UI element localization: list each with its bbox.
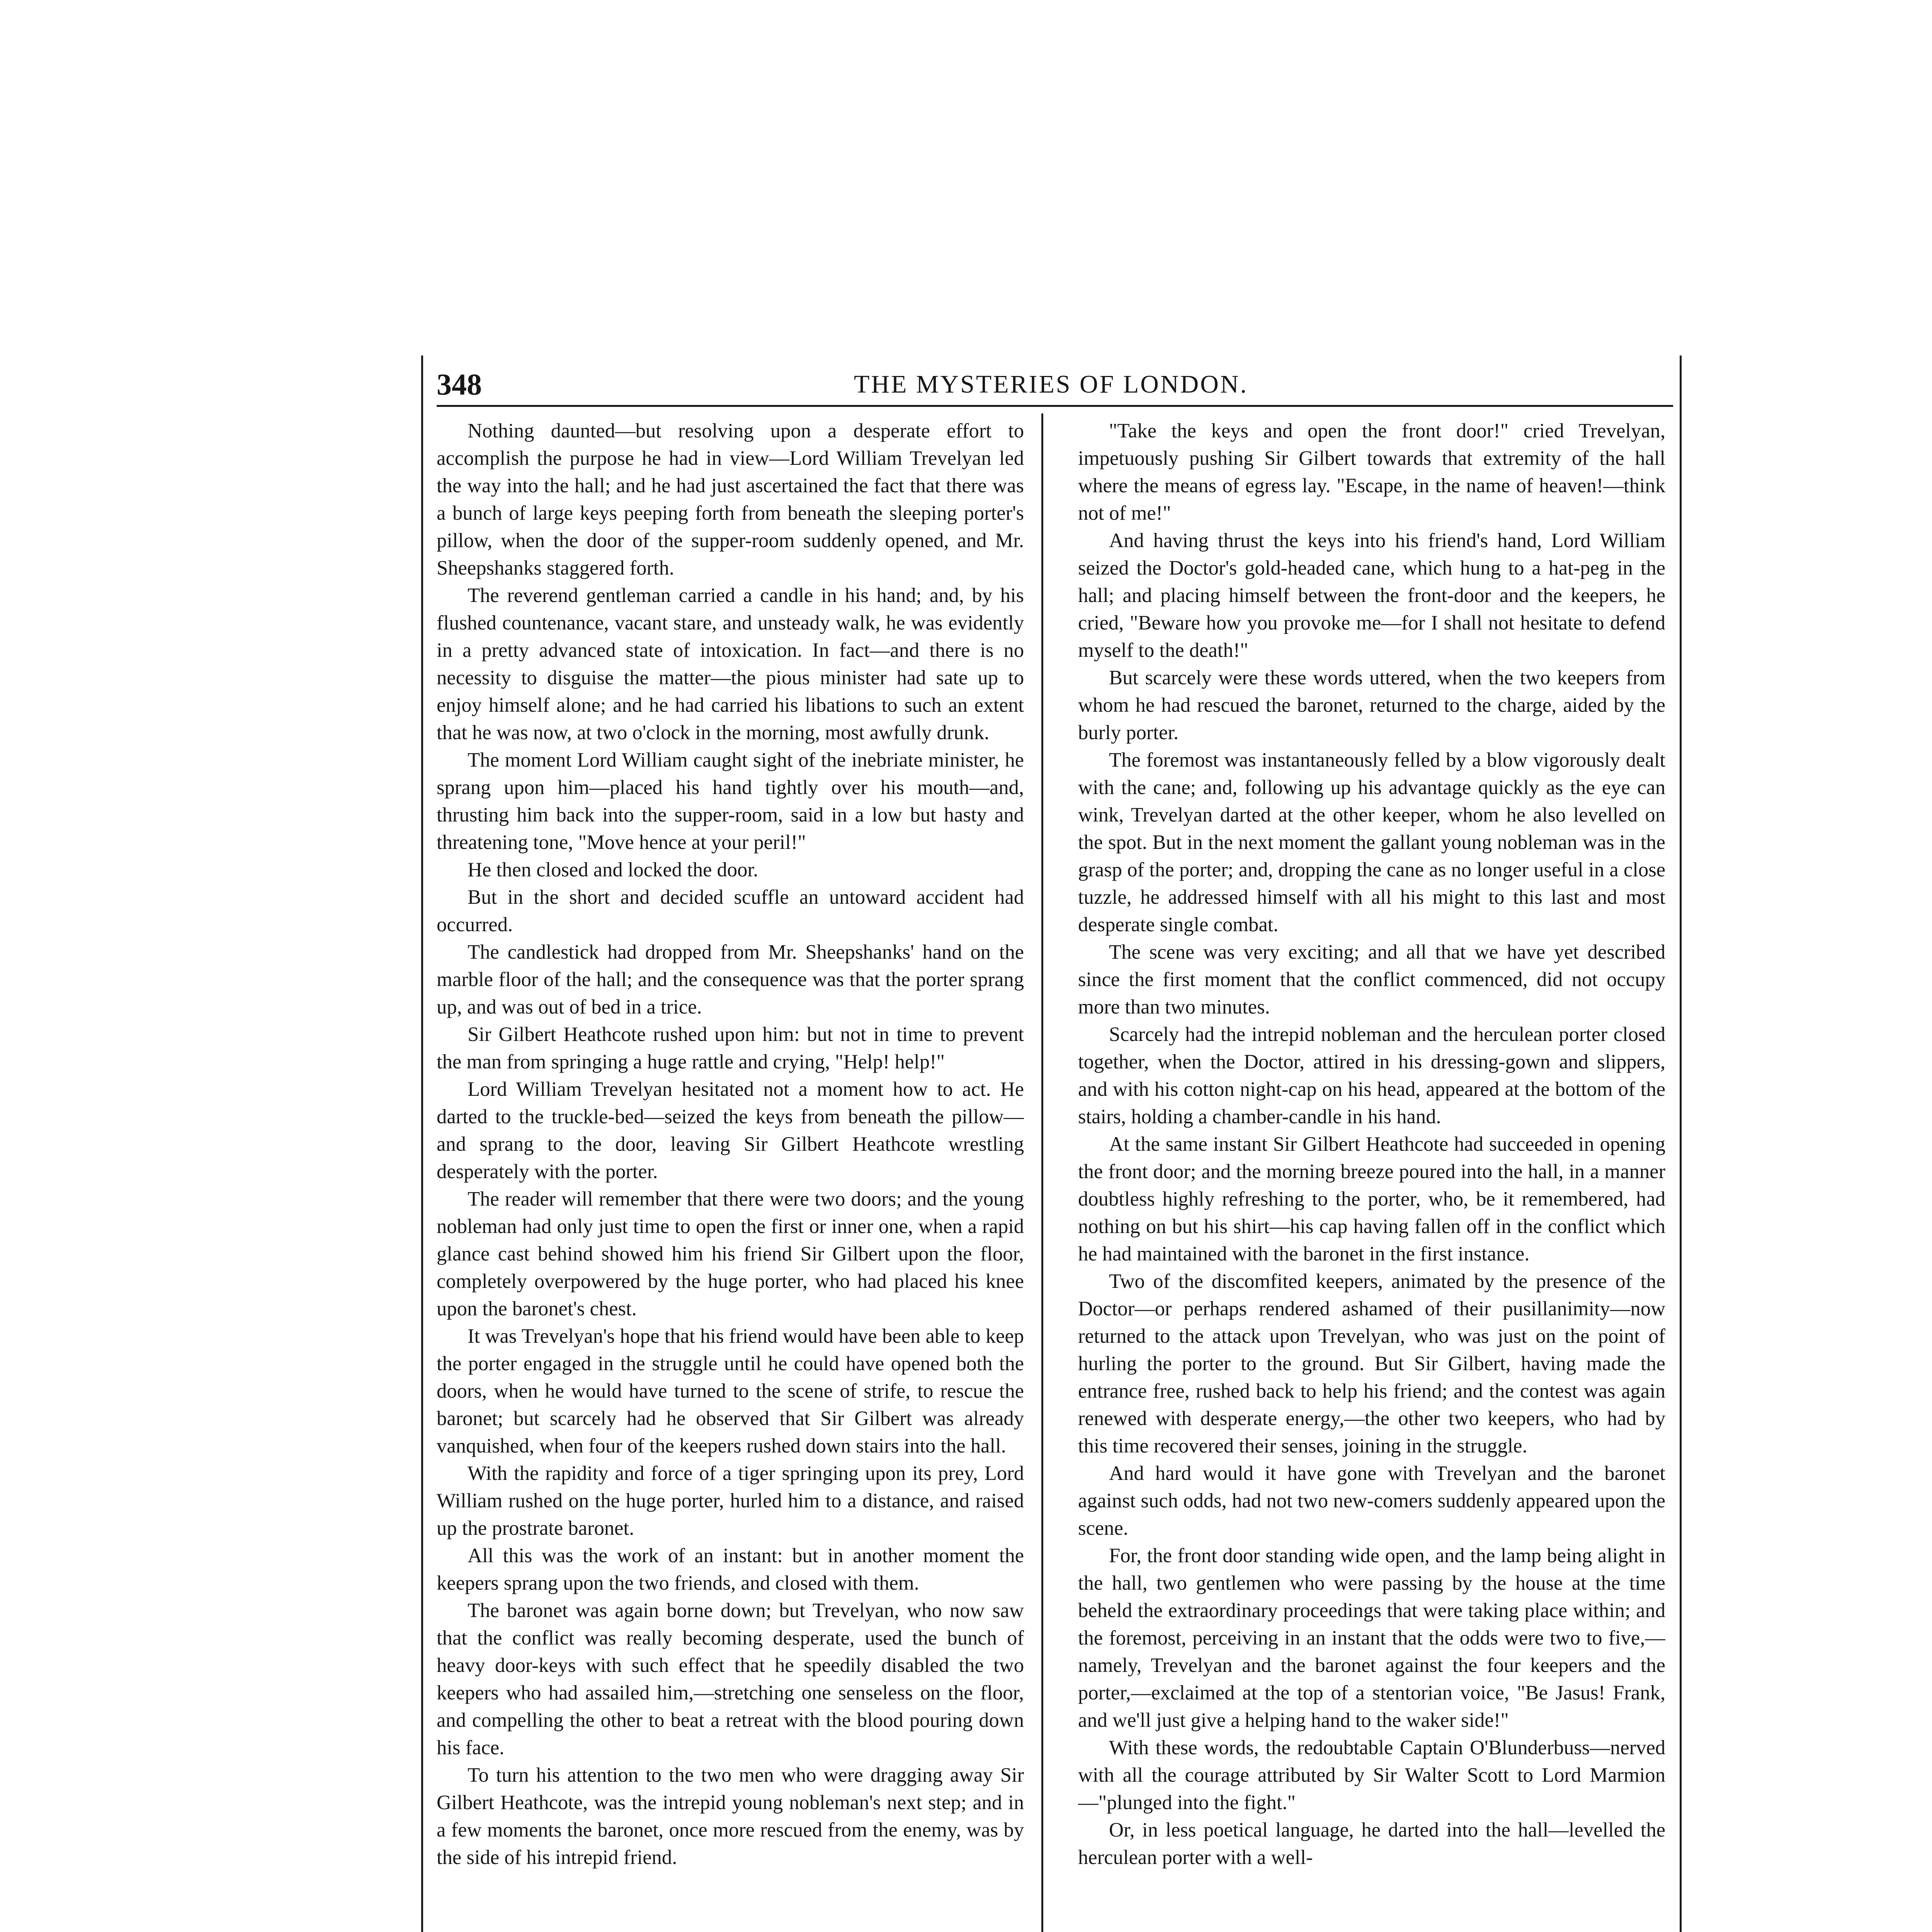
paragraph: Or, in less poetical language, he darted into the hall—levelled the herculean porter with a well- xyxy=(1078,1819,1665,1869)
paragraph: With these words, the redoubtable Captain O'Blunderbuss—nerved with all the courage attributed by Sir Walter Scott to Lord Marmion—"plunged into the fight." xyxy=(1078,1736,1665,1814)
paragraph: Lord William Trevelyan hesitated not a moment how to act. He darted to the truckle-bed—seized the keys from beneath the pillow—and sprang to the door, leaving Sir Gilbert Heathcote wrestling desperately with the porter. xyxy=(437,1078,1024,1183)
right-border-rule xyxy=(1680,355,1682,1932)
running-title: THE MYSTERIES OF LONDON. xyxy=(854,370,1248,398)
paragraph: At the same instant Sir Gilbert Heathcote had succeeded in opening the front door; and the morning breeze poured into the hall, in a manner doubtless highly refreshing to the porter, who, be it remembered, had nothing on but his shirt—his cap having fallen off in the conflict which he had maintained with the baronet in the first instance. xyxy=(1078,1133,1665,1265)
left-text-column xyxy=(437,417,1024,1932)
paragraph: Scarcely had the intrepid nobleman and the herculean porter closed together, when the Doctor, attired in his dressing-gown and slippers, and with his cotton night-cap on his head, appeared at the bottom of the stairs, holding a chamber-candle in his hand. xyxy=(1078,1023,1665,1128)
paragraph: But scarcely were these words uttered, when the two keepers from whom he had rescued the baronet, returned to the charge, aided by the burly porter. xyxy=(1078,667,1665,744)
paragraph: The reverend gentleman carried a candle in his hand; and, by his flushed countenance, vacant stare, and unsteady walk, he was evidently in a pretty advanced state of intoxication. In fact—and there is no necessity to disguise the matter—the pious minister had sate up to enjoy himself alone; and he had carried his libations to such an extent that he was now, at two o'clock in the morning, most awfully drunk. xyxy=(437,584,1024,744)
paragraph: And having thrust the keys into his friend's hand, Lord William seized the Doctor's gold-headed cane, which hung to a hat-peg in the hall; and placing himself between the front-door and the keepers, he cried, "Beware how you provoke me—for I shall not hesitate to defend myself to the death!" xyxy=(1078,529,1665,662)
page-frame xyxy=(421,355,1682,1932)
header-rule xyxy=(437,405,1673,407)
paragraph: He then closed and locked the door. xyxy=(468,859,759,881)
paragraph: It was Trevelyan's hope that his friend would have been able to keep the porter engaged in the struggle until he could have opened both the doors, when he would have turned to the scene of strife, to rescue the baronet; but scarcely had he observed that Sir Gilbert was already vanquished, when four of the keepers rushed down stairs into the hall. xyxy=(437,1325,1024,1457)
paragraph: Sir Gilbert Heathcote rushed upon him: but not in time to prevent the man from springing a huge rattle and crying, "Help! help!" xyxy=(437,1023,1024,1073)
paragraph: The baronet was again borne down; but Trevelyan, who now saw that the conflict was really becoming desperate, used the bunch of heavy door-keys with such effect that he speedily disabled the two keepers who had assailed him,—stretching one senseless on the floor, and compelling the other to beat a retreat with the blood pouring down his face. xyxy=(437,1599,1024,1759)
left-border-rule xyxy=(421,355,423,1932)
paragraph: But in the short and decided scuffle an untoward accident had occurred. xyxy=(437,886,1024,936)
paragraph: Nothing daunted—but resolving upon a desperate effort to accomplish the purpose he had in view—Lord William Trevelyan led the way into the hall; and he had just ascertained the fact that there was a bunch of large keys peeping forth from beneath the sleeping porter's pillow, when the door of the supper-room suddenly opened, and Mr. Sheepshanks staggered forth. xyxy=(437,420,1024,579)
page-number: 348 xyxy=(437,367,482,401)
paragraph: For, the front door standing wide open, and the lamp being alight in the hall, two gentlemen who were passing by the house at the time beheld the extraordinary proceedings that were taking place within; and the foremost, perceiving in an instant that the odds were two to five,—namely, Trevelyan and the baronet against the four keepers and the porter,—exclaimed at the top of a stentorian voice, "Be Jasus! Frank, and we'll just give a helping hand to the waker side!" xyxy=(1078,1544,1665,1731)
paragraph: "Take the keys and open the front door!" cried Trevelyan, impetuously pushing Sir Gilbert towards that extremity of the hall where the means of egress lay. "Escape, in the name of heaven!—think not of me!" xyxy=(1078,420,1665,524)
paragraph: The moment Lord William caught sight of the inebriate minister, he sprang upon him—placed his hand tightly over his mouth—and, thrusting him back into the supper-room, said in a low but hasty and threatening tone, "Move hence at your peril!" xyxy=(437,749,1024,854)
paragraph: And hard would it have gone with Trevelyan and the baronet against such odds, had not two new-comers suddenly appeared upon the scene. xyxy=(1078,1462,1665,1539)
page-header xyxy=(437,365,1665,404)
paragraph: All this was the work of an instant: but in another moment the keepers sprang upon the two friends, and closed with them. xyxy=(437,1544,1024,1594)
paragraph: The scene was very exciting; and all that we have yet described since the first moment that the conflict commenced, did not occupy more than two minutes. xyxy=(1078,941,1665,1018)
right-text-column xyxy=(1078,417,1665,1932)
paragraph: The candlestick had dropped from Mr. Sheepshanks' hand on the marble floor of the hall; and the consequence was that the porter sprang up, and was out of bed in a trice. xyxy=(437,941,1024,1018)
paragraph: The foremost was instantaneously felled by a blow vigorously dealt with the cane; and, following up his advantage quickly as the eye can wink, Trevelyan darted at the other keeper, whom he also levelled on the spot. But in the next moment the gallant young nobleman was in the grasp of the porter; and, dropping the cane as no longer useful in a close tuzzle, he addressed himself with all his might to this last and most desperate single combat. xyxy=(1078,749,1665,936)
paragraph: Two of the discomfited keepers, animated by the presence of the Doctor—or perhaps rendered ashamed of their pusillanimity—now returned to the attack upon Trevelyan, who was just on the point of hurling the porter to the ground. But Sir Gilbert, having made the entrance free, rushed back to help his friend; and the contest was again renewed with desperate energy,—the other two keepers, who had by this time recovered their senses, joining in the struggle. xyxy=(1078,1270,1665,1457)
paragraph: With the rapidity and force of a tiger springing upon its prey, Lord William rushed on the huge porter, hurled him to a distance, and raised up the prostrate baronet. xyxy=(437,1462,1024,1539)
paragraph: The reader will remember that there were two doors; and the young nobleman had only just time to open the first or inner one, when a rapid glance cast behind showed him his friend Sir Gilbert upon the floor, completely overpowered by the huge porter, who had placed his knee upon the baronet's chest. xyxy=(437,1188,1024,1320)
paragraph: To turn his attention to the two men who were dragging away Sir Gilbert Heathcote, was the intrepid young nobleman's next step; and in a few moments the baronet, once more rescued from the enemy, was by the side of his intrepid friend. xyxy=(437,1764,1024,1869)
column-divider-rule xyxy=(1041,413,1043,1932)
